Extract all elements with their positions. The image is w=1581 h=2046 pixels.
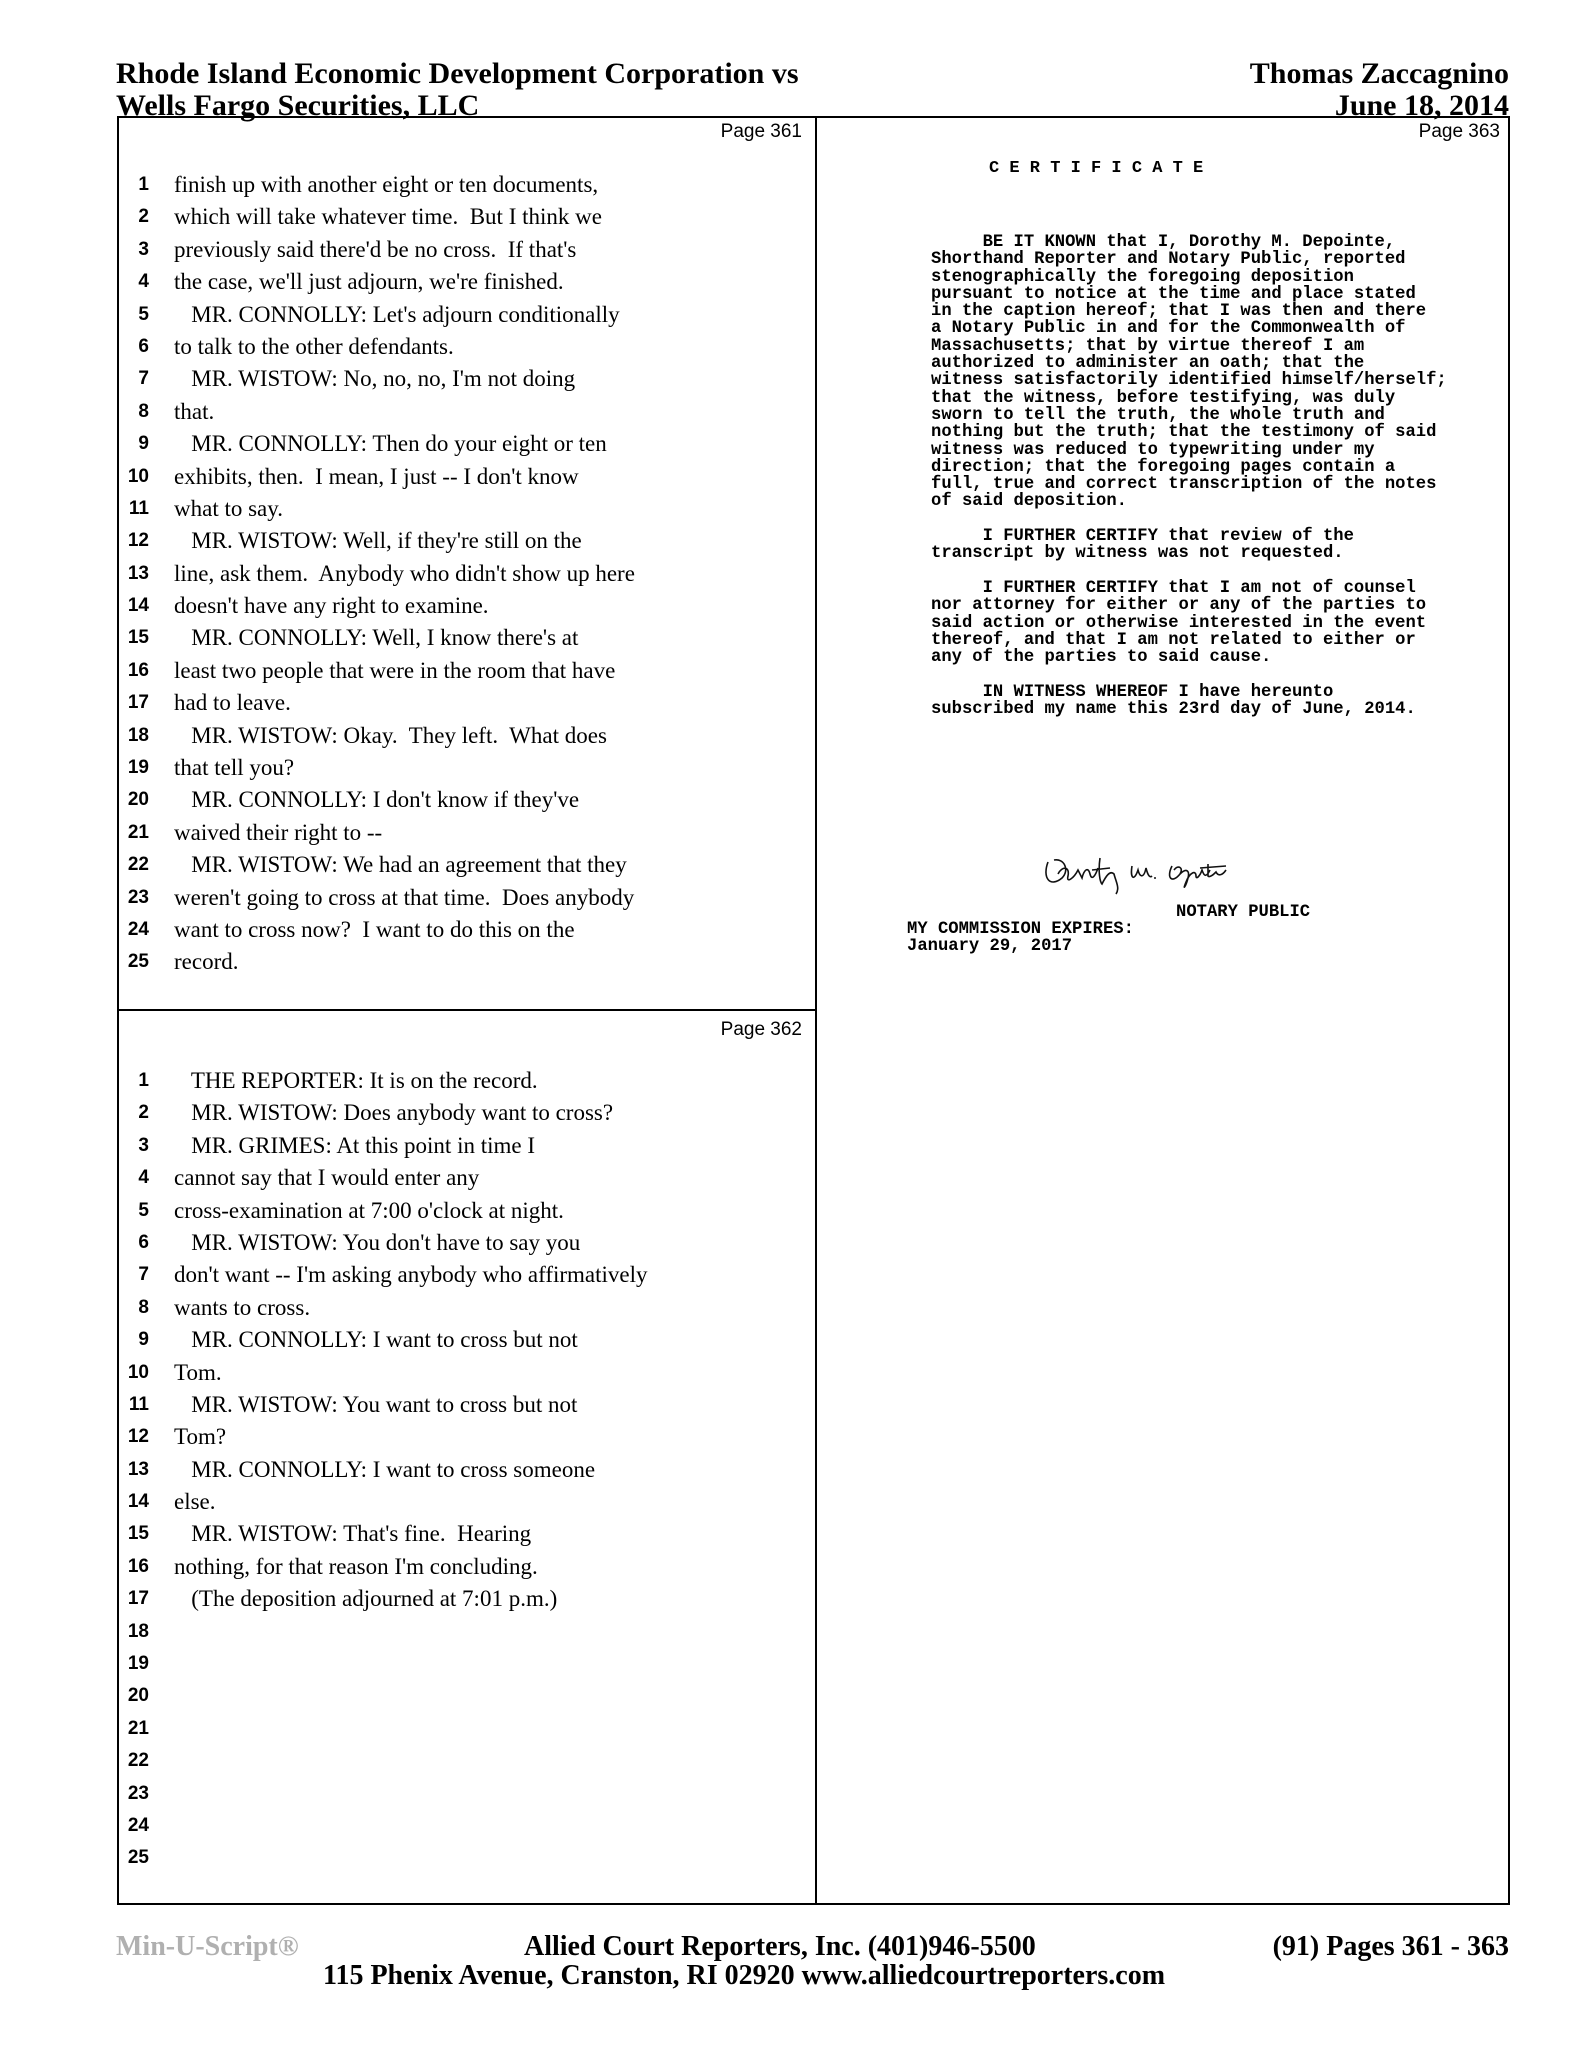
min-u-script-brand: Min-U-Script® <box>116 1931 299 1962</box>
transcript-line <box>117 1842 807 1874</box>
transcript-line <box>117 1259 807 1291</box>
line-text: MR. CONNOLLY: Then do your eight or ten <box>174 431 607 457</box>
line-text: else. <box>174 1489 216 1515</box>
line-text: line, ask them. Anybody who didn't show up here <box>174 560 635 586</box>
transcript-line <box>117 169 807 201</box>
transcript-line <box>117 1583 807 1615</box>
certificate-line: authorized to administer an oath; that the <box>931 354 1365 374</box>
transcript-line <box>117 331 807 363</box>
line-text: that. <box>174 398 215 424</box>
line-text: want to cross now? I want to do this on the <box>174 916 575 942</box>
commission-expiry-date: January 29, 2017 <box>907 937 1073 956</box>
transcript-line <box>117 1162 807 1194</box>
line-text: MR. WISTOW: Well, if they're still on the <box>174 528 582 554</box>
certificate-line: stenographically the foregoing deposition <box>931 267 1354 287</box>
line-text: MR. WISTOW: Okay. They left. What does <box>174 722 607 748</box>
line-number: 7 <box>138 1264 149 1286</box>
line-text: doesn't have any right to examine. <box>174 593 489 619</box>
transcript-line <box>117 234 807 266</box>
page-range: (91) Pages 361 - 363 <box>1272 1931 1509 1962</box>
line-number: 1 <box>138 1070 149 1091</box>
line-text: least two people that were in the room that have <box>174 657 616 683</box>
line-number: 23 <box>127 886 149 908</box>
line-text: cannot say that I would enter any <box>174 1165 480 1191</box>
transcript-line <box>117 1551 807 1583</box>
line-number: 18 <box>127 1620 149 1642</box>
certificate-line: of said deposition. <box>931 492 1127 512</box>
certificate-line: in the caption hereof; that I was then and there <box>931 302 1427 322</box>
transcript-line <box>117 1810 807 1842</box>
transcript-line <box>117 266 807 298</box>
certificate-line: transcript by witness was not requested. <box>931 544 1344 564</box>
transcript-line <box>117 622 807 654</box>
commission-expires-label: MY COMMISSION EXPIRES: <box>907 920 1134 939</box>
transcript-line <box>117 720 807 752</box>
line-text: MR. CONNOLLY: I don't know if they've <box>174 787 580 813</box>
line-text: THE REPORTER: It is on the record. <box>174 1068 538 1093</box>
certificate-paragraph-4 <box>931 684 1416 719</box>
witness-name: Thomas Zaccagnino <box>1249 57 1509 90</box>
page-divider <box>117 1009 817 1011</box>
certificate-line: direction; that the foregoing pages contain a <box>931 457 1396 477</box>
line-text: nothing, for that reason I'm concluding. <box>174 1553 538 1579</box>
transcript-line <box>117 1713 807 1745</box>
transcript-line <box>117 1097 807 1129</box>
transcript-line <box>117 882 807 914</box>
line-text: Tom? <box>174 1424 227 1450</box>
line-number: 17 <box>127 1588 149 1610</box>
line-number: 4 <box>138 1167 149 1189</box>
transcript-line <box>117 493 807 525</box>
line-text: MR. WISTOW: No, no, no, I'm not doing <box>174 366 576 392</box>
transcript-line <box>117 1486 807 1518</box>
certificate-line: full, true and correct transcription of the notes <box>931 475 1437 495</box>
transcript-line <box>117 1195 807 1227</box>
certificate-line: I FURTHER CERTIFY that review of the <box>931 527 1354 546</box>
line-text: MR. WISTOW: We had an agreement that they <box>174 852 627 878</box>
line-text: MR. CONNOLLY: I want to cross but not <box>174 1327 578 1353</box>
line-number: 25 <box>127 951 149 973</box>
line-number: 21 <box>127 1717 149 1739</box>
line-number: 24 <box>127 918 149 940</box>
transcript-line <box>117 363 807 395</box>
transcript-line <box>117 1389 807 1421</box>
line-number: 16 <box>127 1555 149 1577</box>
transcript-line <box>117 914 807 946</box>
line-number: 19 <box>127 1653 149 1675</box>
line-text: MR. WISTOW: That's fine. Hearing <box>174 1521 532 1547</box>
line-text: weren't going to cross at that time. Does anybody <box>174 884 635 910</box>
line-number: 3 <box>138 238 149 260</box>
line-number: 5 <box>138 1199 149 1221</box>
line-text: record. <box>174 949 239 975</box>
line-number: 22 <box>127 1750 149 1772</box>
transcript-page-362 <box>117 1065 807 1875</box>
certificate-line: Massachusetts; that by virtue thereof I am <box>931 336 1365 356</box>
transcript-line <box>117 655 807 687</box>
line-text: MR. WISTOW: You don't have to say you <box>174 1229 581 1255</box>
line-text: Tom. <box>174 1359 222 1385</box>
line-number: 9 <box>138 1329 149 1351</box>
line-text: the case, we'll just adjourn, we're finished. <box>174 269 564 295</box>
line-text: had to leave. <box>174 690 291 716</box>
case-title-line1: Rhode Island Economic Development Corporation vs <box>116 57 799 90</box>
line-number: 5 <box>138 303 149 325</box>
line-number: 13 <box>127 1458 149 1480</box>
line-number: 8 <box>138 1296 149 1318</box>
line-number: 2 <box>138 206 149 228</box>
transcript-line <box>117 1292 807 1324</box>
line-text: which will take whatever time. But I think we <box>174 204 602 230</box>
line-number: 4 <box>138 271 149 293</box>
line-text: to talk to the other defendants. <box>174 333 454 359</box>
line-number: 18 <box>127 724 149 746</box>
transcript-line <box>117 752 807 784</box>
transcript-line <box>117 1065 807 1097</box>
line-text: MR. WISTOW: You want to cross but not <box>174 1391 578 1417</box>
transcript-line <box>117 817 807 849</box>
certificate-line: nothing but the truth; that the testimony of said <box>931 423 1437 443</box>
certificate-line: witness was reduced to typewriting under my <box>931 440 1375 460</box>
transcript-line <box>117 428 807 460</box>
transcript-line <box>117 1357 807 1389</box>
transcript-line <box>117 461 807 493</box>
line-number: 20 <box>127 1685 149 1707</box>
certificate-line: subscribed my name this 23rd day of June, 2014. <box>931 700 1416 720</box>
certificate-line: a Notary Public in and for the Commonwealth of <box>931 319 1406 339</box>
transcript-line <box>117 396 807 428</box>
line-text: that tell you? <box>174 755 295 781</box>
transcript-line <box>117 1778 807 1810</box>
transcript-line <box>117 1421 807 1453</box>
certificate-line: witness satisfactorily identified himself/herself; <box>931 371 1447 391</box>
line-text: MR. CONNOLLY: Let's adjourn conditionally <box>174 301 620 327</box>
certificate-paragraph-3 <box>931 580 1426 666</box>
transcript-line <box>117 299 807 331</box>
certificate-paragraph-1 <box>931 234 1447 511</box>
transcript-line <box>117 687 807 719</box>
line-text: previously said there'd be no cross. If that's <box>174 236 577 262</box>
transcript-line <box>117 1227 807 1259</box>
line-text: exhibits, then. I mean, I just -- I don't know <box>174 463 579 489</box>
line-number: 7 <box>138 368 149 390</box>
line-number: 13 <box>127 562 149 584</box>
line-number: 19 <box>127 757 149 779</box>
line-number: 20 <box>127 789 149 811</box>
line-number: 3 <box>138 1134 149 1156</box>
line-number: 21 <box>127 821 149 843</box>
transcript-line <box>117 1454 807 1486</box>
line-number: 6 <box>138 1231 149 1253</box>
line-text: wants to cross. <box>174 1294 311 1320</box>
certificate-title: C E R T I F I C A T E <box>989 159 1204 178</box>
transcript-line <box>117 201 807 233</box>
line-number: 15 <box>127 1523 149 1545</box>
line-text: waived their right to -- <box>174 819 383 845</box>
line-number: 16 <box>127 659 149 681</box>
certificate-line: BE IT KNOWN that I, Dorothy M. Depointe, <box>931 233 1396 252</box>
line-number: 15 <box>127 627 149 649</box>
case-title-line2: Wells Fargo Securities, LLC <box>116 89 480 122</box>
notary-public-label: NOTARY PUBLIC <box>1176 903 1311 922</box>
line-text: cross-examination at 7:00 o'clock at night. <box>174 1197 564 1223</box>
line-number: 10 <box>127 1361 149 1383</box>
line-number: 25 <box>127 1847 149 1869</box>
transcript-line <box>117 590 807 622</box>
certificate-line: sworn to tell the truth, the whole truth and <box>931 405 1385 425</box>
page-number-361: Page 361 <box>720 121 802 142</box>
transcript-line <box>117 784 807 816</box>
line-number: 10 <box>127 465 149 487</box>
line-number: 23 <box>127 1782 149 1804</box>
transcript-line <box>117 849 807 881</box>
line-number: 11 <box>128 1393 149 1415</box>
company-address: 115 Phenix Avenue, Cranston, RI 02920 www.alliedcourtreporters.com <box>323 1960 1166 1991</box>
transcript-line <box>117 946 807 978</box>
transcript-page-361 <box>117 169 807 979</box>
line-number: 14 <box>127 1491 149 1513</box>
transcript-line <box>117 1745 807 1777</box>
transcript-line <box>117 1518 807 1550</box>
line-number: 12 <box>127 530 149 552</box>
certificate-line: Shorthand Reporter and Notary Public, reported <box>931 250 1406 270</box>
deposition-date: June 18, 2014 <box>1334 89 1509 122</box>
certificate-line: nor attorney for either or any of the parties to <box>931 596 1427 616</box>
certificate-line: any of the parties to said cause. <box>931 648 1272 668</box>
line-number: 22 <box>127 854 149 876</box>
handwritten-signature <box>1040 848 1230 896</box>
transcript-line <box>117 1616 807 1648</box>
line-text: MR. GRIMES: At this point in time I <box>174 1132 536 1158</box>
line-text: don't want -- I'm asking anybody who affirmatively <box>174 1262 648 1288</box>
transcript-line <box>117 1680 807 1712</box>
certificate-line: that the witness, before testifying, was duly <box>931 388 1396 408</box>
page-number-363: Page 363 <box>1418 121 1500 142</box>
line-number: 6 <box>138 335 149 357</box>
line-number: 12 <box>127 1426 149 1448</box>
line-number: 14 <box>127 595 149 617</box>
line-text: MR. CONNOLLY: I want to cross someone <box>174 1456 596 1482</box>
line-number: 8 <box>138 400 149 422</box>
transcript-line <box>117 525 807 557</box>
page-number-362: Page 362 <box>720 1019 802 1040</box>
transcript-line <box>117 1648 807 1680</box>
line-text: what to say. <box>174 495 284 521</box>
certificate-line: thereof, and that I am not related to either or <box>931 630 1416 650</box>
certificate-line: I FURTHER CERTIFY that I am not of counsel <box>931 579 1416 598</box>
line-number: 24 <box>127 1814 149 1836</box>
line-number: 11 <box>128 497 149 519</box>
line-text: MR. WISTOW: Does anybody want to cross? <box>174 1100 614 1126</box>
certificate-line: IN WITNESS WHEREOF I have hereunto <box>931 683 1334 702</box>
line-text: finish up with another eight or ten documents, <box>174 172 599 197</box>
transcript-line <box>117 1130 807 1162</box>
certificate-paragraph-2 <box>931 528 1354 563</box>
line-number: 17 <box>127 692 149 714</box>
transcript-line <box>117 558 807 590</box>
line-text: MR. CONNOLLY: Well, I know there's at <box>174 625 579 651</box>
transcript-line <box>117 1324 807 1356</box>
line-number: 9 <box>138 433 149 455</box>
line-text: (The deposition adjourned at 7:01 p.m.) <box>174 1586 558 1612</box>
certificate-line: said action or otherwise interested in the event <box>931 613 1427 633</box>
line-number: 1 <box>138 174 149 195</box>
certificate-line: pursuant to notice at the time and place stated <box>931 284 1416 304</box>
line-number: 2 <box>138 1102 149 1124</box>
court-reporter-company: Allied Court Reporters, Inc. (401)946-5500 <box>524 1931 1036 1962</box>
